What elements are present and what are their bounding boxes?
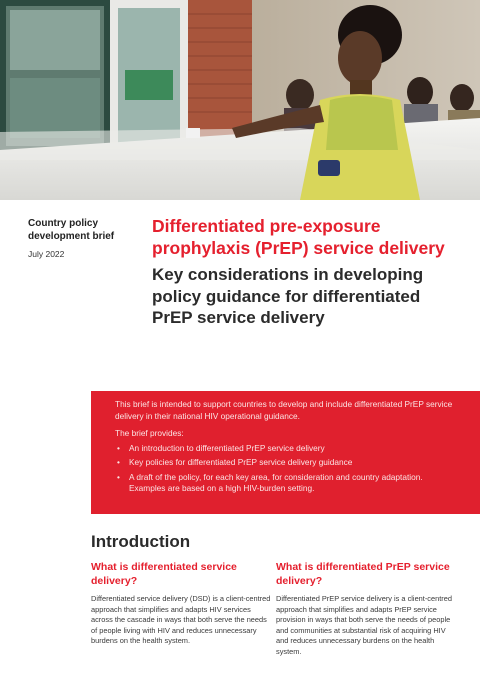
summary-box — [91, 391, 480, 514]
title-block — [152, 216, 462, 329]
document-subtitle: Key considerations in developing policy guidance for differentiated PrEP service delivery — [152, 265, 424, 327]
bullet-icon: • — [117, 443, 120, 454]
document-date: July 2022 — [28, 249, 65, 259]
summary-provides: The brief provides: — [115, 427, 184, 438]
prep-dsd-heading: What is differentiated PrEP service delivery? — [276, 561, 450, 587]
summary-intro: This brief is intended to support countries to develop and include differentiated PrEP service delivery in their national HIV operational guidance. — [115, 399, 453, 421]
bullet-icon: • — [117, 457, 120, 468]
dsd-heading: What is differentiated service delivery? — [91, 561, 237, 587]
introduction-heading: Introduction — [91, 532, 191, 551]
list-item — [115, 472, 460, 495]
summary-list — [115, 443, 460, 494]
list-item-text: Key policies for differentiated PrEP service delivery guidance — [129, 457, 353, 468]
document-meta — [28, 218, 138, 259]
intro-column-right — [276, 561, 456, 658]
document-type: Country policy development brief — [28, 218, 115, 242]
hero-photo — [0, 0, 480, 200]
list-item — [115, 457, 460, 469]
prep-dsd-body: Differentiated PrEP service delivery is a client-centred approach that simplifies and adapts PrEP service provision in ways that both serve the needs of people and communities at substantial risk of acquiring HIV and reduces unnecessary burdens on the health system. — [276, 594, 452, 656]
bullet-icon: • — [117, 471, 120, 482]
list-item-text: An introduction to differentiated PrEP service delivery — [129, 443, 325, 454]
dsd-body: Differentiated service delivery (DSD) is a client-centred approach that simplifies and adapts HIV services across the cascade in ways that both serve the needs of people living with HIV and reduces unnecessary burdens on the health system. — [91, 594, 271, 646]
list-item — [115, 443, 460, 455]
intro-column-left — [91, 561, 271, 647]
list-item-text: A draft of the policy, for each key area, for consideration and country adaptation. Examples are based on a high HIV-burden setting. — [129, 471, 423, 494]
document-title: Differentiated pre-exposure prophylaxis (PrEP) service delivery — [152, 216, 445, 258]
photo-woman-at-counter-icon — [0, 0, 480, 200]
